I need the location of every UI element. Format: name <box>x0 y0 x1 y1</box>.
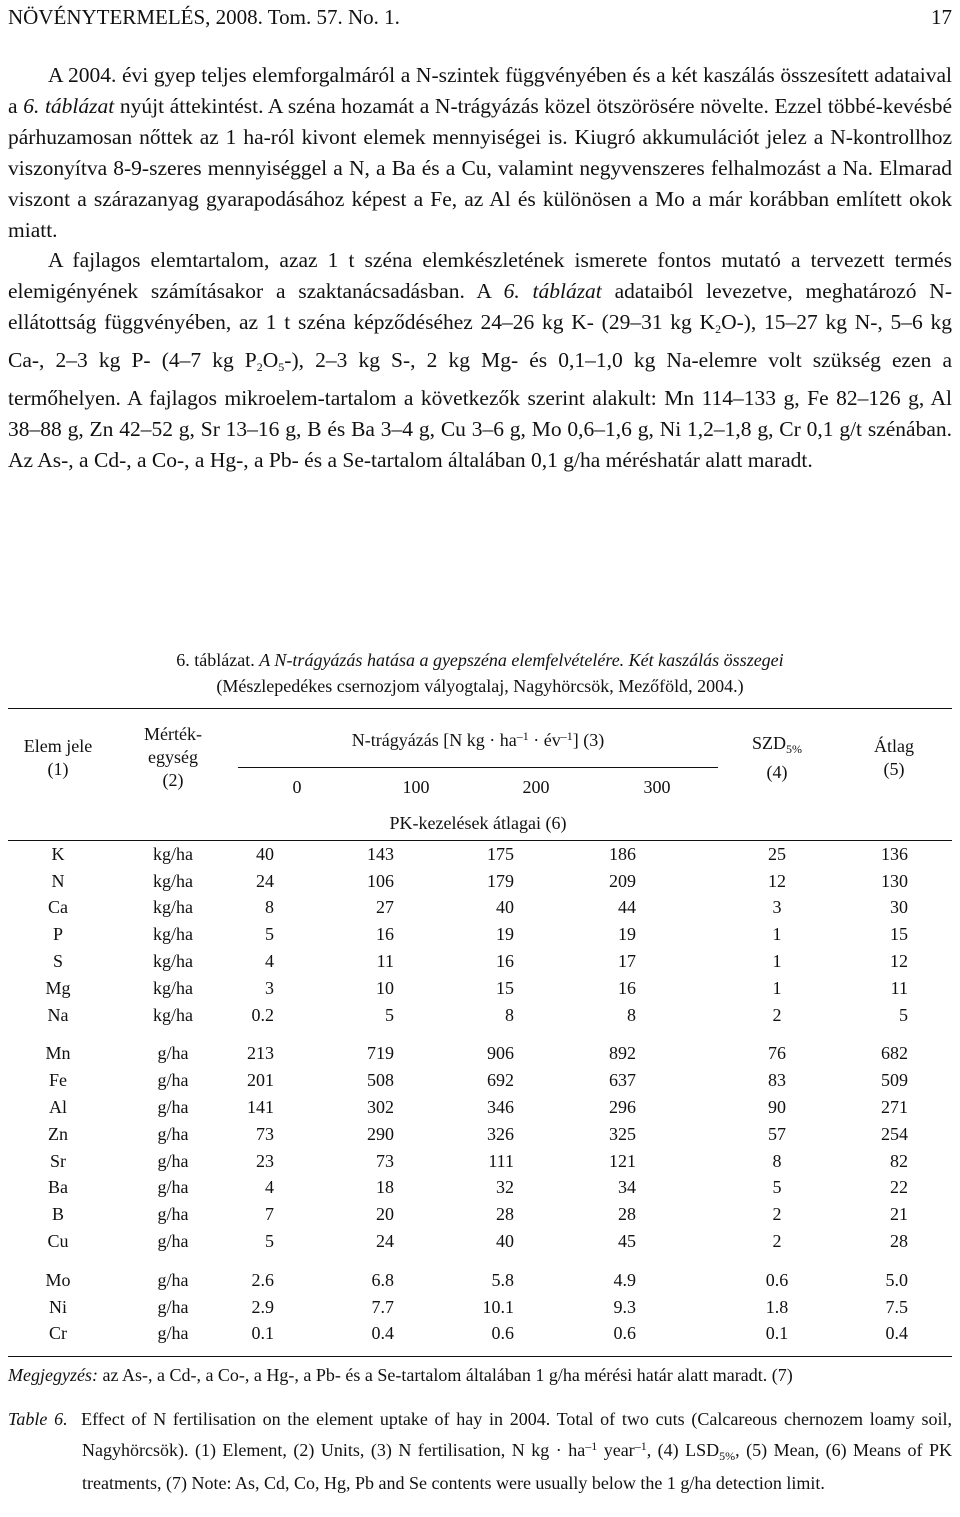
unit-cell: kg/ha <box>153 870 193 891</box>
average-cell: 254 <box>881 1123 908 1144</box>
header-sd <box>718 709 836 807</box>
value-n0-cell: 213 <box>247 1043 274 1064</box>
value-n200-cell: 179 <box>487 870 514 891</box>
table-row <box>8 1294 952 1321</box>
value-n100-cell: 0.4 <box>371 1323 394 1344</box>
unit-cell: g/ha <box>157 1204 189 1225</box>
p2-text-c: O-), 15–27 kg N-, 5–6 kg Ca-, 2–3 kg P- (4–7 kg P <box>8 310 952 373</box>
unit-cell: kg/ha <box>153 977 193 998</box>
value-n300-cell: 296 <box>609 1097 636 1118</box>
english-sup2: –1 <box>634 1439 647 1453</box>
value-n200-cell: 0.6 <box>491 1323 514 1344</box>
table-row <box>8 1094 952 1121</box>
english-lsd-sub: 5% <box>719 1449 736 1463</box>
value-n300-cell: 8 <box>627 1004 636 1025</box>
table-row <box>8 1148 952 1175</box>
value-n300-cell: 28 <box>618 1204 636 1225</box>
element-cell: Ni <box>49 1296 67 1317</box>
header-element <box>8 709 108 807</box>
value-n300-cell: 637 <box>609 1070 636 1091</box>
average-cell: 682 <box>881 1043 908 1064</box>
running-header <box>8 4 952 30</box>
n-level-300: 300 <box>643 776 671 797</box>
value-n100-cell: 143 <box>367 843 394 864</box>
header-average-ref: (5) <box>883 758 905 779</box>
element-cell: Mo <box>45 1269 71 1290</box>
value-n0-cell: 4 <box>265 951 274 972</box>
sd-cell: 1 <box>772 977 782 998</box>
value-n100-cell: 11 <box>376 951 394 972</box>
value-n0-cell: 8 <box>265 897 274 918</box>
value-n300-cell: 4.9 <box>613 1269 636 1290</box>
n-level-0: 0 <box>292 776 302 797</box>
value-n0-cell: 24 <box>256 870 274 891</box>
element-cell: N <box>51 870 65 891</box>
table-row <box>8 1267 952 1294</box>
element-cell: Cr <box>49 1323 67 1344</box>
table-caption <box>0 647 960 699</box>
sd-cell: 90 <box>768 1097 786 1118</box>
n-level-100: 100 <box>402 776 430 797</box>
value-n100-cell: 73 <box>376 1150 394 1171</box>
page-number: 17 <box>931 4 952 29</box>
sd-cell: 2 <box>772 1204 782 1225</box>
paragraph-1 <box>8 60 952 245</box>
average-cell: 15 <box>890 924 908 945</box>
value-n100-cell: 106 <box>367 870 394 891</box>
english-label: Table 6. <box>8 1409 68 1429</box>
p2-sub-5: 5 <box>278 360 285 375</box>
unit-cell: g/ha <box>157 1296 189 1317</box>
value-n200-cell: 692 <box>487 1070 514 1091</box>
element-cell: Al <box>49 1097 67 1118</box>
caption-number: 6. táblázat. <box>176 650 255 670</box>
value-n300-cell: 9.3 <box>613 1296 636 1317</box>
value-n0-cell: 0.2 <box>251 1004 274 1025</box>
average-cell: 30 <box>890 897 908 918</box>
note-label: Megjegyzés: <box>8 1365 98 1385</box>
unit-cell: g/ha <box>157 1150 189 1171</box>
note-text: az As-, a Cd-, a Co-, a Hg-, a Pb- és a Se-tartalom általában 1 g/ha mérési határ alatt maradt. (7) <box>102 1365 793 1385</box>
sd-cell: 0.6 <box>765 1269 789 1290</box>
sd-cell: 2 <box>772 1004 782 1025</box>
unit-cell: g/ha <box>157 1043 189 1064</box>
value-n200-cell: 5.8 <box>491 1269 514 1290</box>
english-text-c: , (5) Mean, (6) Means of PK treatments, (7) Note: As, Cd, Co, Hg, Pb and Se contents were usually below the 1 g/ha detection limit. <box>82 1440 953 1493</box>
value-n0-cell: 4 <box>265 1177 274 1198</box>
table-row <box>8 1041 952 1068</box>
unit-cell: g/ha <box>157 1269 189 1290</box>
value-n200-cell: 8 <box>505 1004 514 1025</box>
table-row <box>8 1321 952 1348</box>
p2-text-d: O <box>262 348 279 373</box>
value-n0-cell: 3 <box>265 977 274 998</box>
value-n300-cell: 121 <box>609 1150 636 1171</box>
average-cell: 271 <box>881 1097 908 1118</box>
average-cell: 12 <box>890 951 908 972</box>
p2-sub-2b: 2 <box>256 360 263 375</box>
element-cell: S <box>52 951 63 972</box>
value-n200-cell: 906 <box>487 1043 514 1064</box>
english-dot: · <box>555 1440 562 1460</box>
element-cell: Na <box>47 1004 69 1025</box>
unit-cell: g/ha <box>157 1123 189 1144</box>
average-cell: 130 <box>881 870 908 891</box>
sd-cell: 1 <box>772 924 782 945</box>
value-n100-cell: 508 <box>367 1070 394 1091</box>
value-n200-cell: 346 <box>487 1097 514 1118</box>
header-unit-ref: (2) <box>162 770 184 790</box>
header-sd-ref: (4) <box>766 761 788 782</box>
unit-cell: g/ha <box>157 1177 189 1198</box>
group-gap <box>8 1255 952 1267</box>
table-row <box>8 1067 952 1094</box>
table-row <box>8 841 952 868</box>
sd-cell: 25 <box>768 843 786 864</box>
p2-table-ref: 6. táblázat <box>503 279 602 304</box>
average-cell: 22 <box>890 1177 908 1198</box>
value-n200-cell: 15 <box>496 977 514 998</box>
p1-text-b: nyújt áttekintést. A széna hozamát a N-trágyázás közel ötszörösére növelte. Ezzel többé-kevésbé párhuzamosan nőttek az 1 ha-ról kivont elemek mennyiségei is. Kiugró akkumulációt jelez a N-kontrollhoz viszonyítva 8-9-szeres mennyiséggel a N, a Ba és a Cu, valamint negyvenszeres felhalmozást a Na. Elmarad viszont a szárazanyag gyarapodásához képest a Fe, az Al és különösen a Mo a már korábban említett okok miatt. <box>8 93 952 242</box>
value-n300-cell: 45 <box>618 1231 636 1252</box>
value-n0-cell: 7 <box>265 1204 274 1225</box>
value-n100-cell: 10 <box>376 977 394 998</box>
sd-cell: 76 <box>768 1043 786 1064</box>
element-cell: Fe <box>49 1070 67 1091</box>
value-n300-cell: 0.6 <box>613 1323 636 1344</box>
header-n-sup2: –1 <box>560 728 573 743</box>
average-cell: 28 <box>890 1231 908 1252</box>
pk-means-label: PK-kezelések átlagai (6) <box>238 806 718 841</box>
element-cell: K <box>51 843 65 864</box>
unit-cell: g/ha <box>157 1323 189 1344</box>
header-n-sup1: –1 <box>516 728 529 743</box>
value-n300-cell: 17 <box>618 951 636 972</box>
p2-sub-2: 2 <box>715 322 722 337</box>
value-n100-cell: 16 <box>376 924 394 945</box>
table-row <box>8 948 952 975</box>
header-n-dot-2: · <box>533 729 540 750</box>
value-n100-cell: 18 <box>376 1177 394 1198</box>
value-n300-cell: 44 <box>618 897 636 918</box>
average-cell: 0.4 <box>885 1323 908 1344</box>
unit-cell: kg/ha <box>153 897 193 918</box>
value-n200-cell: 10.1 <box>482 1296 514 1317</box>
sd-cell: 12 <box>768 870 786 891</box>
value-n300-cell: 892 <box>609 1043 636 1064</box>
header-sd-label: SZD <box>751 732 786 753</box>
sd-cell: 57 <box>768 1123 786 1144</box>
header-unit-b: egység <box>148 747 198 767</box>
value-n200-cell: 32 <box>496 1177 514 1198</box>
value-n100-cell: 27 <box>376 897 394 918</box>
value-n300-cell: 325 <box>609 1123 636 1144</box>
caption-line-1 <box>0 647 960 673</box>
p2-text-e: -), 2–3 kg S-, 2 kg Mg- és 0,1–1,0 kg Na-elemre volt szükség ezen a termőhelyen. A fajlagos mikroelem-tartalom a következők szerint alakult: Mn 114–133 g, Fe 82–126 g, Al 38–88 g, Zn 42–52 g, Sr 13–16 g, B és Ba 3–4 g, Cu 3–6 g, Mo 0,6–1,6 g, Ni 1,2–1,8 g, Cr 0,1 g/t szénában. Az As-, a Cd-, a Co-, a Hg-, a Pb- és a Se-tartalom általában 0,1 g/ha méréshatár alatt maradt. <box>8 348 952 472</box>
sd-cell: 2 <box>772 1231 782 1252</box>
header-average <box>836 709 952 807</box>
header-unit <box>108 709 238 807</box>
value-n100-cell: 24 <box>376 1231 394 1252</box>
value-n300-cell: 19 <box>618 924 636 945</box>
average-cell: 21 <box>890 1204 908 1225</box>
value-n300-cell: 186 <box>609 843 636 864</box>
english-text-b: , (4) LSD <box>646 1440 720 1460</box>
header-n-d: ] (3) <box>572 729 605 750</box>
table-row <box>8 1228 952 1255</box>
sd-cell: 1 <box>772 951 782 972</box>
unit-cell: kg/ha <box>153 924 193 945</box>
header-n-a: N-trágyázás [N kg <box>351 729 485 750</box>
element-cell: Mn <box>45 1043 71 1064</box>
value-n200-cell: 40 <box>496 897 514 918</box>
sd-cell: 8 <box>772 1150 782 1171</box>
unit-cell: kg/ha <box>153 1004 193 1025</box>
p1-text-a: A 2004. évi gyep teljes elemforgalmáról a N-szintek függvényében és a két kaszálás összesített adataival a <box>8 63 952 118</box>
value-n200-cell: 28 <box>496 1204 514 1225</box>
header-n-dot: · <box>489 729 496 750</box>
element-cell: Ca <box>48 897 68 918</box>
average-cell: 82 <box>890 1150 908 1171</box>
header-n-c: év <box>543 729 561 750</box>
unit-cell: g/ha <box>157 1231 189 1252</box>
sd-cell: 0.1 <box>765 1323 789 1344</box>
value-n0-cell: 23 <box>256 1150 274 1171</box>
average-cell: 5 <box>899 1004 908 1025</box>
value-n200-cell: 326 <box>487 1123 514 1144</box>
table-row <box>8 975 952 1002</box>
paragraph-2 <box>8 245 952 475</box>
header-element-ref: (1) <box>47 758 69 779</box>
average-cell: 136 <box>881 843 908 864</box>
value-n0-cell: 5 <box>265 1231 274 1252</box>
average-cell: 509 <box>881 1070 908 1091</box>
element-cell: Mg <box>45 977 71 998</box>
value-n100-cell: 719 <box>367 1043 394 1064</box>
unit-cell: g/ha <box>157 1097 189 1118</box>
english-year: year <box>603 1440 635 1460</box>
value-n200-cell: 175 <box>487 843 514 864</box>
value-n0-cell: 201 <box>247 1070 274 1091</box>
header-n-b: ha <box>499 729 517 750</box>
element-cell: Sr <box>49 1150 66 1171</box>
english-text-a: Effect of N fertilisation on the element uptake of hay in 2004. Total of two cuts (Calcareous chernozem loamy soil, Nagyhörcsök). (1) Element, (2) Units, (3) N fertilisation, N kg <box>81 1409 952 1460</box>
value-n300-cell: 16 <box>618 977 636 998</box>
table-row <box>8 1002 952 1029</box>
value-n0-cell: 2.9 <box>251 1296 274 1317</box>
value-n100-cell: 5 <box>385 1004 394 1025</box>
element-cell: Cu <box>47 1231 69 1252</box>
journal-title: NÖVÉNYTERMELÉS, 2008. Tom. 57. No. 1. <box>8 4 400 29</box>
english-caption-block <box>8 1406 952 1497</box>
p1-table-ref: 6. táblázat <box>23 93 115 118</box>
value-n200-cell: 111 <box>488 1150 514 1171</box>
unit-cell: kg/ha <box>153 951 193 972</box>
element-cell: P <box>52 924 63 945</box>
header-average-label: Átlag <box>874 735 914 756</box>
average-cell: 5.0 <box>885 1269 908 1290</box>
table-body <box>8 841 952 1348</box>
header-unit-a: Mérték- <box>144 724 202 744</box>
english-ha: ha <box>568 1440 586 1460</box>
value-n200-cell: 16 <box>496 951 514 972</box>
unit-cell: g/ha <box>157 1070 189 1091</box>
table-row <box>8 921 952 948</box>
value-n0-cell: 141 <box>247 1097 274 1118</box>
n-level-200: 200 <box>522 776 550 797</box>
value-n200-cell: 40 <box>496 1231 514 1252</box>
p2-text-a: A fajlagos elemtartalom, azaz 1 t széna elemkészletének ismerete fontos mutató a tervezett termés elemigényének számításakor a szaktanácsadásban. A <box>8 248 952 304</box>
sd-cell: 5 <box>772 1177 782 1198</box>
unit-cell: kg/ha <box>153 843 193 864</box>
table-bottom-rule <box>8 1356 952 1357</box>
sd-cell: 83 <box>768 1070 786 1091</box>
element-cell: Zn <box>48 1123 68 1144</box>
value-n300-cell: 209 <box>609 870 636 891</box>
caption-subtitle: (Mészlepedékes csernozjom vályogtalaj, Nagyhörcsök, Mezőföld, 2004.) <box>216 676 744 696</box>
table-note <box>8 1362 952 1388</box>
table-row <box>8 868 952 895</box>
average-cell: 11 <box>890 977 908 998</box>
value-n300-cell: 34 <box>618 1177 636 1198</box>
header-sd-sub: 5% <box>786 741 802 756</box>
header-element-label: Elem jele <box>23 735 93 756</box>
value-n0-cell: 2.6 <box>251 1269 274 1290</box>
value-n100-cell: 6.8 <box>371 1269 394 1290</box>
element-cell: Ba <box>48 1177 68 1198</box>
value-n0-cell: 40 <box>256 843 274 864</box>
header-n-fertilisation <box>238 709 718 768</box>
sd-cell: 1.8 <box>765 1296 789 1317</box>
english-sup1: –1 <box>585 1439 598 1453</box>
table-row <box>8 1175 952 1202</box>
value-n0-cell: 73 <box>256 1123 274 1144</box>
p2-text-b: adataiból levezetve, meghatározó N-ellátottság függvényében, az 1 t széna képződéséhez 24–26 kg K- (29–31 kg K <box>8 279 952 335</box>
element-uptake-table <box>8 708 952 1347</box>
table-row <box>8 895 952 922</box>
value-n100-cell: 7.7 <box>371 1296 394 1317</box>
group-gap <box>8 1029 952 1041</box>
value-n100-cell: 20 <box>376 1204 394 1225</box>
value-n0-cell: 0.1 <box>251 1323 274 1344</box>
value-n200-cell: 19 <box>496 924 514 945</box>
value-n100-cell: 290 <box>367 1123 394 1144</box>
caption-title: A N-trágyázás hatása a gyepszéna elemfelvételére. Két kaszálás összegei <box>259 650 784 670</box>
table-row <box>8 1201 952 1228</box>
average-cell: 7.5 <box>885 1296 908 1317</box>
value-n0-cell: 5 <box>265 924 274 945</box>
table-row <box>8 1121 952 1148</box>
element-cell: B <box>51 1204 64 1225</box>
value-n100-cell: 302 <box>367 1097 394 1118</box>
table-english-caption <box>8 1406 952 1497</box>
sd-cell: 3 <box>772 897 782 918</box>
body-text <box>8 60 952 476</box>
